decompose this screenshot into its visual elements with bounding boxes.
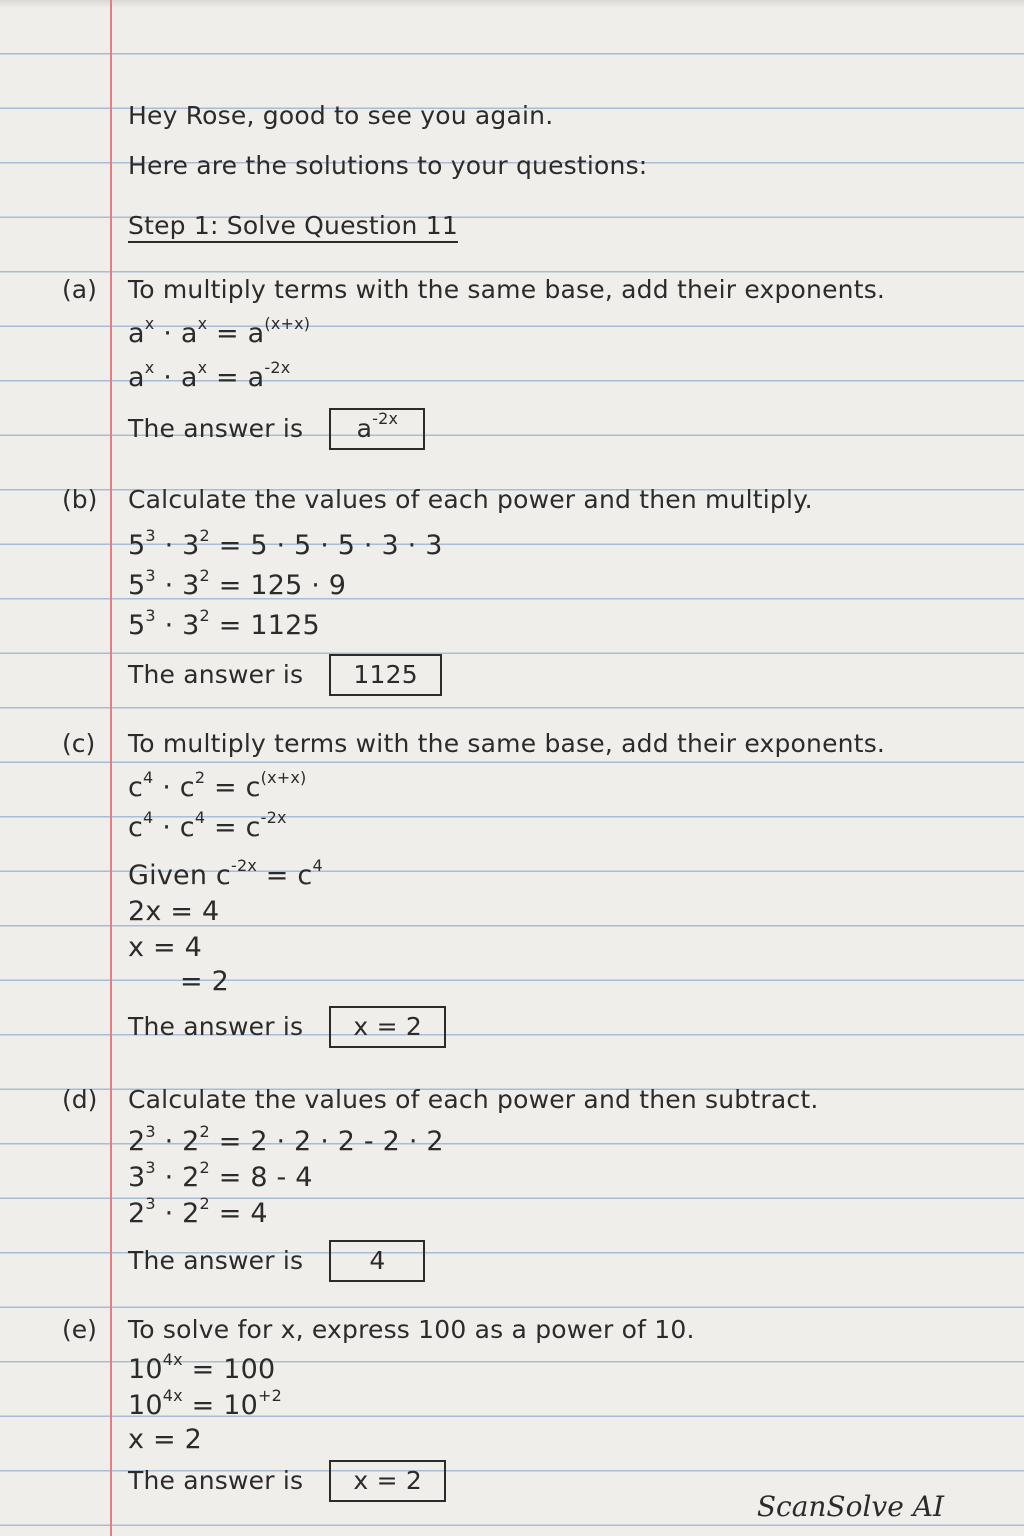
part-b-line-3: $5^3 \cdot 3^2 = 1125$: [128, 606, 320, 641]
part-c-line-1: $c^4 \cdot c^2 = c^{(x+x)}$: [128, 768, 307, 803]
part-e-instruction: To solve for x, express 100 as a power of 10.: [128, 1315, 695, 1344]
part-c-answer-box: x = 2: [329, 1006, 446, 1048]
part-d-line-3: $2^3 \cdot 2^2 = 4$: [128, 1194, 268, 1229]
part-c-step-1: 2x = 4: [128, 896, 220, 927]
part-b-label: (b): [62, 485, 98, 514]
part-d-line-2: $3^3 \cdot 2^2 = 8 - 4$: [128, 1158, 313, 1193]
part-a-line-1: $a^x \cdot a^x = a^{(x+x)}$: [128, 314, 311, 349]
part-c-step-2: x = 4: [128, 932, 202, 963]
intro-text: Here are the solutions to your questions:: [128, 151, 648, 180]
part-e-line-2: $10^{4x} = 10^{+2}$: [128, 1386, 282, 1421]
part-e-answer-box: x = 2: [329, 1460, 446, 1502]
part-c-step-3: = 2: [180, 966, 229, 997]
part-a-instruction: To multiply terms with the same base, add their exponents.: [128, 275, 886, 304]
part-c-given: Given $c^{-2x} = c^4$: [128, 856, 323, 891]
part-d-answer-box: 4: [329, 1240, 425, 1282]
part-a-label: (a): [62, 275, 97, 304]
part-d-instruction: Calculate the values of each power and then subtract.: [128, 1085, 819, 1114]
part-d-answer-line: The answer is 4: [128, 1240, 425, 1282]
page-top-edge: [0, 0, 1024, 8]
part-e-line-1: $10^{4x} = 100$: [128, 1350, 276, 1385]
part-d-line-1: $2^3 \cdot 2^2 = 2 \cdot 2 \cdot 2 - 2 \cdot 2$: [128, 1122, 444, 1157]
part-c-line-2: $c^4 \cdot c^4 = c^{-2x}$: [128, 808, 287, 843]
part-c-label: (c): [62, 729, 96, 758]
greeting: Hey Rose, good to see you again.: [128, 101, 554, 130]
part-b-instruction: Calculate the values of each power and then multiply.: [128, 485, 813, 514]
part-b-line-2: $5^3 \cdot 3^2 = 125 \cdot 9$: [128, 566, 347, 601]
part-b-answer-box: 1125: [329, 654, 441, 696]
margin-line: [110, 0, 112, 1536]
part-a-line-2: $a^x \cdot a^x = a^{-2x}$: [128, 358, 291, 393]
part-b-line-1: $5^3 \cdot 3^2 = 5 \cdot 5 \cdot 5 \cdot 3 \cdot 3$: [128, 526, 443, 561]
part-b-answer-line: The answer is 1125: [128, 654, 442, 696]
part-c-answer-line: The answer is x = 2: [128, 1006, 446, 1048]
part-a-answer-line: The answer is $a^{-2x}$: [128, 408, 425, 450]
brand-signature: ScanSolve AI: [756, 1490, 944, 1523]
step-title: Step 1: Solve Question 11: [128, 211, 458, 240]
part-e-label: (e): [62, 1315, 97, 1344]
part-e-line-3: x = 2: [128, 1424, 202, 1455]
part-e-answer-line: The answer is x = 2: [128, 1460, 446, 1502]
part-d-label: (d): [62, 1085, 98, 1114]
part-a-answer-box: $a^{-2x}$: [329, 408, 425, 450]
part-c-instruction: To multiply terms with the same base, add their exponents.: [128, 729, 886, 758]
